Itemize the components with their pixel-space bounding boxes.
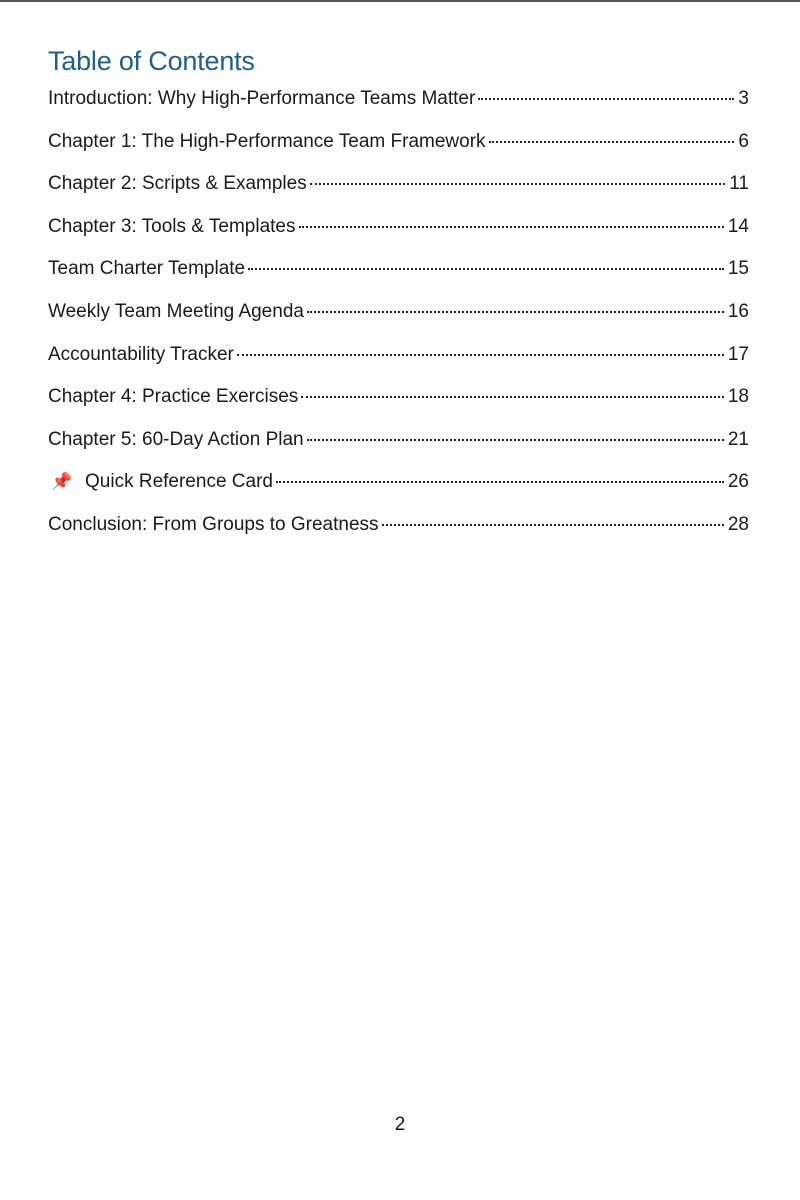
toc-entry-chapter-3[interactable] bbox=[48, 216, 749, 259]
dot-leader bbox=[310, 183, 726, 185]
toc-entry-page: 28 bbox=[727, 513, 749, 535]
toc-entry-chapter-5[interactable] bbox=[48, 429, 749, 472]
toc-entry-page: 17 bbox=[727, 343, 749, 365]
toc-entry-conclusion[interactable] bbox=[48, 514, 749, 557]
dot-leader bbox=[307, 439, 724, 441]
toc-entry-label: Quick Reference Card bbox=[85, 471, 273, 493]
toc-entry-page: 18 bbox=[727, 386, 749, 408]
toc-entry-label: Chapter 1: The High-Performance Team Framework bbox=[48, 130, 486, 152]
toc-list bbox=[48, 88, 749, 557]
document-page bbox=[0, 2, 800, 1200]
dot-leader bbox=[237, 354, 724, 356]
toc-entry-team-charter-template[interactable] bbox=[48, 258, 749, 301]
toc-entry-label: Team Charter Template bbox=[48, 258, 246, 280]
toc-entry-label: Chapter 3: Tools & Templates bbox=[48, 215, 296, 237]
toc-entry-label: Chapter 4: Practice Exercises bbox=[48, 386, 299, 408]
dot-leader bbox=[489, 141, 735, 143]
toc-entry-label: Conclusion: From Groups to Greatness bbox=[48, 513, 379, 535]
toc-entry-chapter-1[interactable] bbox=[48, 131, 749, 174]
toc-entry-label: Chapter 5: 60-Day Action Plan bbox=[48, 428, 304, 450]
page-number: 2 bbox=[394, 1114, 406, 1135]
toc-title: Table of Contents bbox=[48, 46, 255, 76]
toc-entry-quick-reference-card[interactable] bbox=[48, 471, 749, 514]
dot-leader bbox=[248, 268, 724, 270]
toc-entry-label: Introduction: Why High-Performance Teams Matter bbox=[48, 88, 476, 109]
dot-leader bbox=[301, 396, 724, 398]
toc-entry-page: 26 bbox=[727, 471, 749, 493]
toc-entry-page: 16 bbox=[727, 300, 749, 322]
toc-entry-page: 15 bbox=[727, 258, 749, 280]
dot-leader bbox=[299, 226, 724, 228]
toc-entry-label: Accountability Tracker bbox=[48, 343, 234, 365]
dot-leader bbox=[276, 481, 724, 483]
dot-leader bbox=[307, 311, 724, 313]
toc-entry-page: 14 bbox=[727, 215, 749, 237]
toc-entry-page: 21 bbox=[727, 428, 749, 450]
dot-leader bbox=[382, 524, 724, 526]
toc-entry-page: 11 bbox=[729, 173, 749, 195]
toc-entry-introduction[interactable] bbox=[48, 88, 749, 131]
toc-entry-accountability-tracker[interactable] bbox=[48, 344, 749, 387]
pushpin-icon: 📌 bbox=[51, 472, 73, 492]
toc-entry-page: 3 bbox=[738, 88, 749, 109]
toc-entry-label-group bbox=[48, 471, 273, 493]
toc-entry-label: Chapter 2: Scripts & Examples bbox=[48, 173, 307, 195]
dot-leader bbox=[478, 98, 734, 100]
toc-entry-label: Weekly Team Meeting Agenda bbox=[48, 300, 304, 322]
toc-entry-chapter-4[interactable] bbox=[48, 386, 749, 429]
toc-entry-weekly-meeting-agenda[interactable] bbox=[48, 301, 749, 344]
toc-entry-page: 6 bbox=[738, 130, 749, 152]
toc-entry-chapter-2[interactable] bbox=[48, 173, 749, 216]
